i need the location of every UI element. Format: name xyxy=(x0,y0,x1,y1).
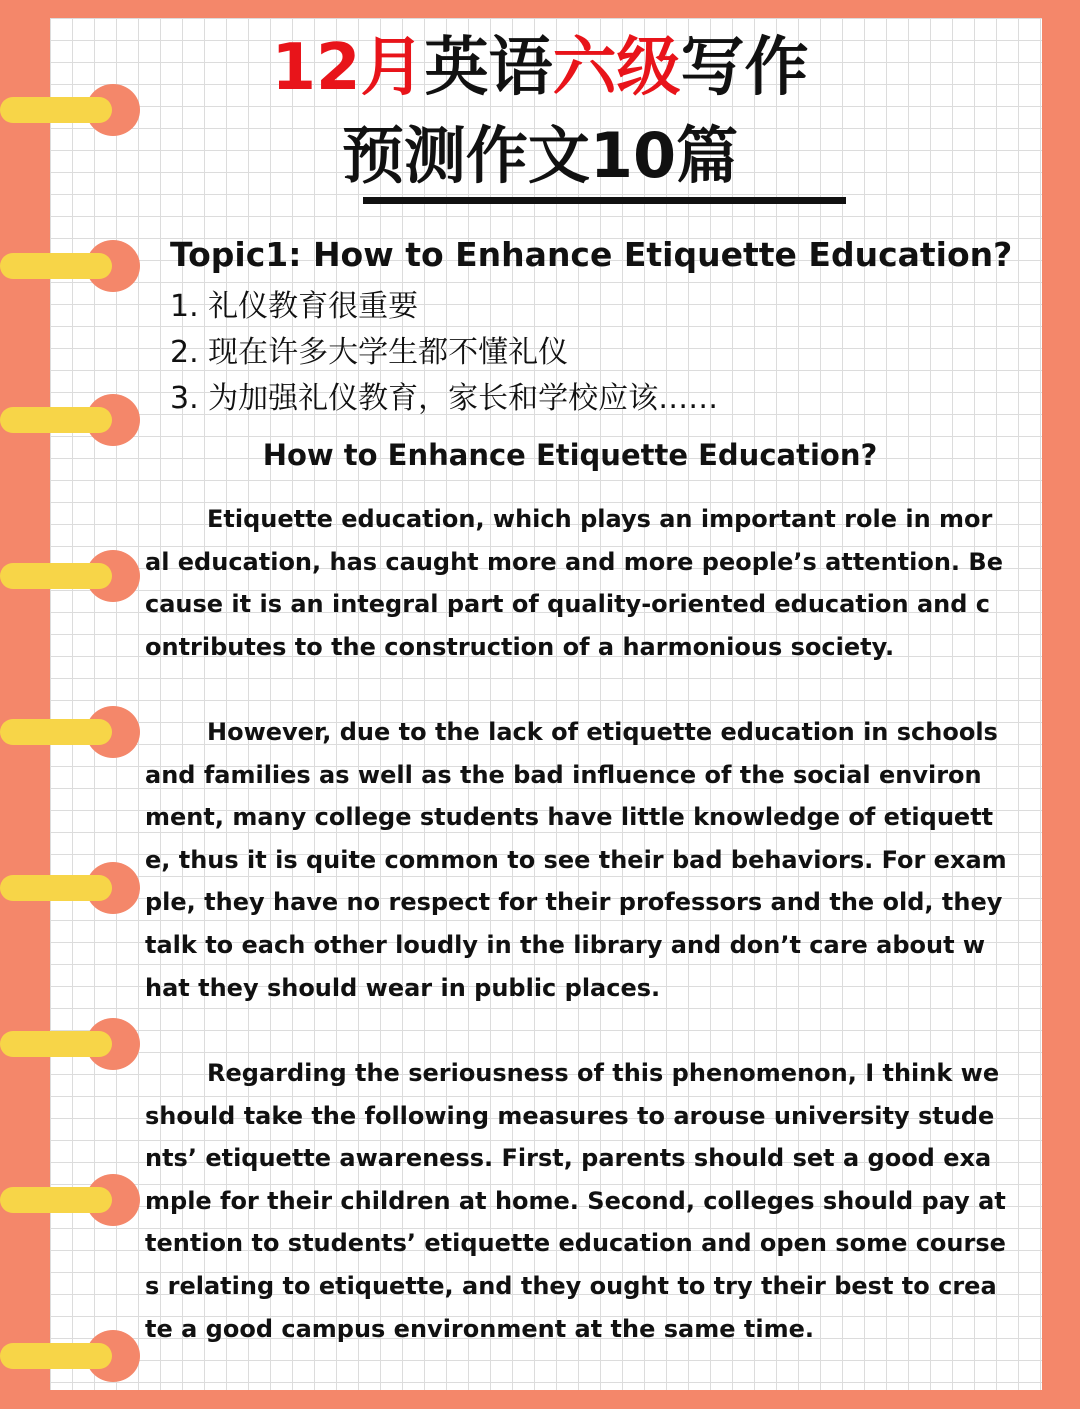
essay-line: s relating to etiquette, and they ought to try their best to crea xyxy=(145,1271,997,1300)
outline-item: 3. 为加强礼仪教育，家长和学校应该…… xyxy=(170,381,719,416)
essay-line: tention to students’ etiquette education and open some course xyxy=(145,1229,1006,1258)
binder-ring xyxy=(0,1330,140,1382)
essay-line: and families as well as the bad influence of the social environ xyxy=(145,760,982,789)
title-month: 12月 xyxy=(271,31,425,105)
essay-line: ple, they have no respect for their professors and the old, they xyxy=(145,888,1003,917)
binder-ring xyxy=(0,706,140,758)
essay-paragraph-2 xyxy=(145,711,1007,1009)
outline-item: 1. 礼仪教育很重要 xyxy=(170,289,419,324)
title-writing: 写作 xyxy=(680,31,809,105)
topic-outline xyxy=(170,284,718,422)
essay-paragraph-3 xyxy=(145,1052,1006,1350)
essay-line: ment, many college students have little knowledge of etiquett xyxy=(145,803,994,832)
binder-ring xyxy=(0,550,140,602)
binder-ring xyxy=(0,862,140,914)
essay-line: ontributes to the construction of a harmonious society. xyxy=(145,632,895,661)
essay-line: te a good campus environment at the same time. xyxy=(145,1314,814,1343)
binder-ring xyxy=(0,1174,140,1226)
title-underline xyxy=(363,197,846,204)
essay-line: nts’ etiquette awareness. First, parents should set a good exa xyxy=(145,1144,992,1173)
essay-title: How to Enhance Etiquette Education? xyxy=(262,438,878,472)
binder-ring xyxy=(0,1018,140,1070)
essay-line: talk to each other loudly in the library and don’t care about w xyxy=(145,930,986,959)
page-title xyxy=(0,28,1080,108)
title-level: 六级 xyxy=(552,31,681,105)
essay-line: cause it is an integral part of quality-oriented education and c xyxy=(145,590,990,619)
essay-line: should take the following measures to arouse university stude xyxy=(145,1101,995,1130)
essay-line: Etiquette education, which plays an important role in mor xyxy=(207,505,993,533)
essay-line: mple for their children at home. Second, colleges should pay at xyxy=(145,1186,1006,1215)
essay-paragraph-1 xyxy=(145,498,1003,668)
essay-line: Regarding the seriousness of this phenomenon, I think we xyxy=(207,1059,1000,1087)
outline-item: 2. 现在许多大学生都不懂礼仪 xyxy=(170,335,569,370)
topic-heading: Topic1: How to Enhance Etiquette Education? xyxy=(170,235,1013,274)
title-english: 英语 xyxy=(424,31,553,105)
binder-ring xyxy=(0,240,140,292)
essay-line: e, thus it is quite common to see their bad behaviors. For exam xyxy=(145,845,1007,874)
essay-line: hat they should wear in public places. xyxy=(145,973,661,1002)
page-subtitle: 预测作文10篇 xyxy=(341,119,739,192)
essay-line: However, due to the lack of etiquette education in schools xyxy=(207,718,998,746)
essay-line: al education, has caught more and more people’s attention. Be xyxy=(145,547,1003,576)
